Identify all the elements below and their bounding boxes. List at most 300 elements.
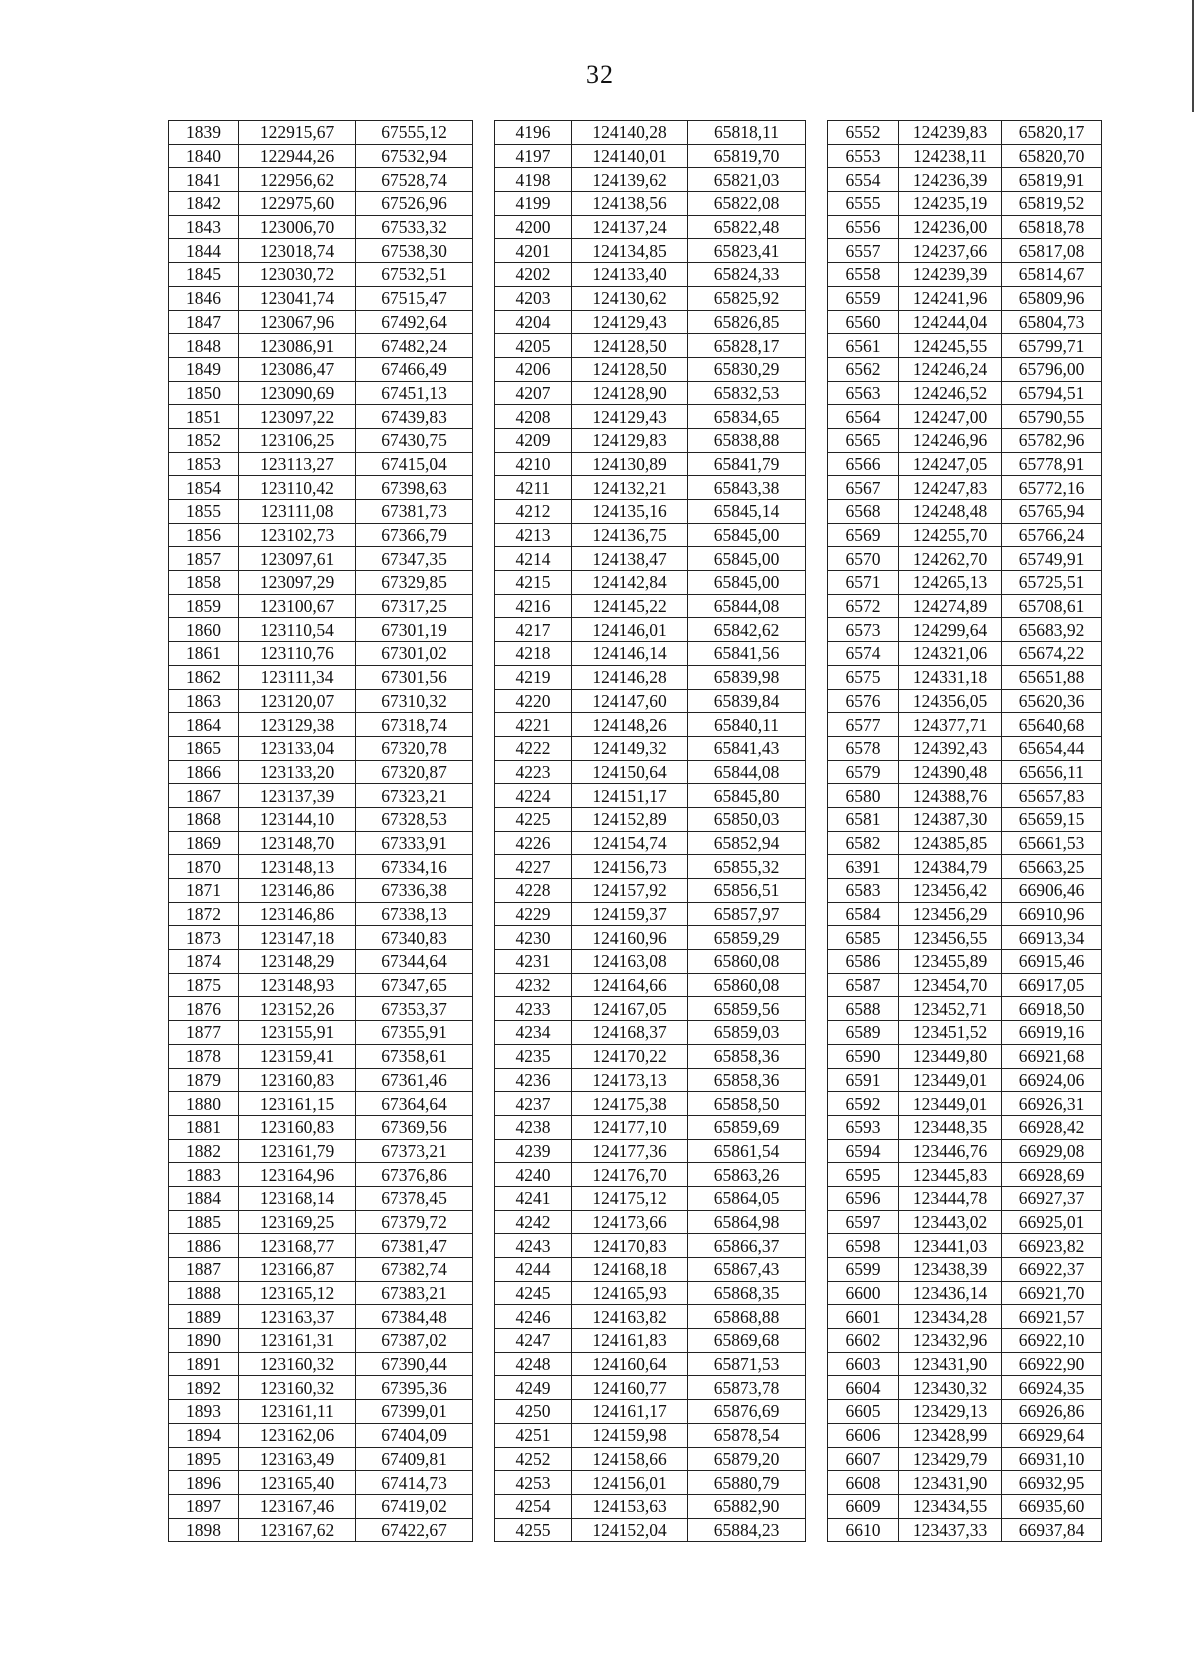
point-number-c-cell: 6567 [828, 476, 899, 500]
point-number-c-cell: 6575 [828, 665, 899, 689]
point-number-a-cell: 1881 [169, 1115, 239, 1139]
point-number-a-cell: 1862 [169, 665, 239, 689]
x-coordinate-b-cell: 124137,24 [572, 215, 688, 239]
point-number-c-cell: 6607 [828, 1447, 899, 1471]
x-coordinate-c-cell: 123436,14 [899, 1281, 1002, 1305]
y-coordinate-b-cell: 65880,79 [688, 1471, 806, 1495]
x-coordinate-c-cell: 123444,78 [899, 1186, 1002, 1210]
y-coordinate-a-cell: 67361,46 [356, 1068, 473, 1092]
point-number-c-cell: 6581 [828, 807, 899, 831]
point-number-c-cell: 6571 [828, 571, 899, 595]
table-row [169, 1352, 1102, 1376]
coordinates-table-body [169, 121, 1102, 1542]
y-coordinate-a-cell: 67383,21 [356, 1281, 473, 1305]
column-group-separator [806, 523, 828, 547]
point-number-b-cell: 4217 [495, 618, 572, 642]
column-group-separator [473, 784, 495, 808]
y-coordinate-a-cell: 67355,91 [356, 1021, 473, 1045]
point-number-c-cell: 6569 [828, 523, 899, 547]
y-coordinate-c-cell: 65782,96 [1002, 428, 1102, 452]
y-coordinate-c-cell: 66922,90 [1002, 1352, 1102, 1376]
column-group-separator [473, 263, 495, 287]
y-coordinate-c-cell: 65657,83 [1002, 784, 1102, 808]
y-coordinate-a-cell: 67318,74 [356, 713, 473, 737]
point-number-b-cell: 4249 [495, 1376, 572, 1400]
point-number-b-cell: 4232 [495, 973, 572, 997]
column-group-separator [473, 902, 495, 926]
x-coordinate-c-cell: 124238,11 [899, 144, 1002, 168]
column-group-separator [806, 1258, 828, 1282]
x-coordinate-c-cell: 123431,90 [899, 1352, 1002, 1376]
table-row [169, 452, 1102, 476]
x-coordinate-b-cell: 124160,77 [572, 1376, 688, 1400]
y-coordinate-a-cell: 67338,13 [356, 902, 473, 926]
point-number-b-cell: 4213 [495, 523, 572, 547]
column-group-separator [806, 452, 828, 476]
y-coordinate-c-cell: 66929,64 [1002, 1423, 1102, 1447]
y-coordinate-a-cell: 67419,02 [356, 1494, 473, 1518]
x-coordinate-a-cell: 123102,73 [239, 523, 356, 547]
x-coordinate-b-cell: 124145,22 [572, 594, 688, 618]
column-group-separator [806, 334, 828, 358]
column-group-separator [806, 1044, 828, 1068]
point-number-a-cell: 1874 [169, 950, 239, 974]
y-coordinate-b-cell: 65843,38 [688, 476, 806, 500]
point-number-b-cell: 4244 [495, 1258, 572, 1282]
point-number-c-cell: 6562 [828, 357, 899, 381]
point-number-b-cell: 4214 [495, 547, 572, 571]
column-group-separator [806, 713, 828, 737]
point-number-c-cell: 6609 [828, 1494, 899, 1518]
x-coordinate-b-cell: 124138,56 [572, 192, 688, 216]
y-coordinate-c-cell: 66925,01 [1002, 1210, 1102, 1234]
table-row [169, 926, 1102, 950]
table-row [169, 665, 1102, 689]
y-coordinate-a-cell: 67390,44 [356, 1352, 473, 1376]
y-coordinate-b-cell: 65858,36 [688, 1068, 806, 1092]
y-coordinate-a-cell: 67353,37 [356, 997, 473, 1021]
column-group-separator [473, 1447, 495, 1471]
x-coordinate-b-cell: 124161,17 [572, 1400, 688, 1424]
x-coordinate-b-cell: 124128,50 [572, 357, 688, 381]
column-group-separator [473, 1518, 495, 1542]
x-coordinate-c-cell: 124245,55 [899, 334, 1002, 358]
point-number-b-cell: 4233 [495, 997, 572, 1021]
column-group-separator [473, 1139, 495, 1163]
y-coordinate-b-cell: 65839,98 [688, 665, 806, 689]
y-coordinate-c-cell: 65659,15 [1002, 807, 1102, 831]
point-number-a-cell: 1891 [169, 1352, 239, 1376]
y-coordinate-a-cell: 67301,19 [356, 618, 473, 642]
point-number-a-cell: 1879 [169, 1068, 239, 1092]
column-group-separator [473, 1400, 495, 1424]
point-number-b-cell: 4234 [495, 1021, 572, 1045]
column-group-separator [806, 500, 828, 524]
column-group-separator [806, 239, 828, 263]
y-coordinate-b-cell: 65830,29 [688, 357, 806, 381]
y-coordinate-a-cell: 67430,75 [356, 428, 473, 452]
point-number-c-cell: 6566 [828, 452, 899, 476]
x-coordinate-b-cell: 124170,83 [572, 1234, 688, 1258]
y-coordinate-b-cell: 65866,37 [688, 1234, 806, 1258]
point-number-b-cell: 4224 [495, 784, 572, 808]
point-number-c-cell: 6565 [828, 428, 899, 452]
column-group-separator [806, 121, 828, 145]
x-coordinate-b-cell: 124134,85 [572, 239, 688, 263]
point-number-c-cell: 6570 [828, 547, 899, 571]
x-coordinate-c-cell: 124356,05 [899, 689, 1002, 713]
y-coordinate-c-cell: 65818,78 [1002, 215, 1102, 239]
point-number-c-cell: 6559 [828, 286, 899, 310]
y-coordinate-a-cell: 67399,01 [356, 1400, 473, 1424]
point-number-a-cell: 1898 [169, 1518, 239, 1542]
x-coordinate-c-cell: 124236,00 [899, 215, 1002, 239]
table-row [169, 642, 1102, 666]
x-coordinate-b-cell: 124129,43 [572, 405, 688, 429]
point-number-c-cell: 6558 [828, 263, 899, 287]
x-coordinate-c-cell: 124236,39 [899, 168, 1002, 192]
table-row [169, 1115, 1102, 1139]
point-number-b-cell: 4222 [495, 736, 572, 760]
point-number-c-cell: 6556 [828, 215, 899, 239]
column-group-separator [806, 571, 828, 595]
point-number-c-cell: 6587 [828, 973, 899, 997]
column-group-separator [473, 1305, 495, 1329]
y-coordinate-a-cell: 67492,64 [356, 310, 473, 334]
point-number-b-cell: 4208 [495, 405, 572, 429]
point-number-a-cell: 1848 [169, 334, 239, 358]
table-row [169, 144, 1102, 168]
point-number-a-cell: 1851 [169, 405, 239, 429]
x-coordinate-a-cell: 123137,39 [239, 784, 356, 808]
column-group-separator [473, 357, 495, 381]
column-group-separator [806, 1210, 828, 1234]
x-coordinate-b-cell: 124147,60 [572, 689, 688, 713]
x-coordinate-c-cell: 124388,76 [899, 784, 1002, 808]
column-group-separator [806, 665, 828, 689]
column-group-separator [806, 1163, 828, 1187]
column-group-separator [806, 1494, 828, 1518]
y-coordinate-a-cell: 67329,85 [356, 571, 473, 595]
point-number-b-cell: 4245 [495, 1281, 572, 1305]
point-number-c-cell: 6602 [828, 1329, 899, 1353]
point-number-b-cell: 4226 [495, 831, 572, 855]
point-number-a-cell: 1895 [169, 1447, 239, 1471]
y-coordinate-b-cell: 65822,48 [688, 215, 806, 239]
table-row [169, 973, 1102, 997]
column-group-separator [473, 1423, 495, 1447]
point-number-c-cell: 6576 [828, 689, 899, 713]
point-number-b-cell: 4197 [495, 144, 572, 168]
y-coordinate-a-cell: 67533,32 [356, 215, 473, 239]
column-group-separator [473, 1068, 495, 1092]
x-coordinate-c-cell: 124247,00 [899, 405, 1002, 429]
x-coordinate-a-cell: 123165,40 [239, 1471, 356, 1495]
y-coordinate-b-cell: 65859,56 [688, 997, 806, 1021]
point-number-a-cell: 1892 [169, 1376, 239, 1400]
table-row [169, 760, 1102, 784]
y-coordinate-b-cell: 65834,65 [688, 405, 806, 429]
table-row [169, 523, 1102, 547]
y-coordinate-b-cell: 65850,03 [688, 807, 806, 831]
point-number-b-cell: 4254 [495, 1494, 572, 1518]
x-coordinate-b-cell: 124159,98 [572, 1423, 688, 1447]
column-group-separator [473, 1352, 495, 1376]
y-coordinate-c-cell: 65820,17 [1002, 121, 1102, 145]
x-coordinate-c-cell: 123449,01 [899, 1068, 1002, 1092]
column-group-separator [806, 594, 828, 618]
column-group-separator [806, 760, 828, 784]
y-coordinate-c-cell: 66915,46 [1002, 950, 1102, 974]
y-coordinate-a-cell: 67398,63 [356, 476, 473, 500]
y-coordinate-c-cell: 65778,91 [1002, 452, 1102, 476]
y-coordinate-c-cell: 66922,37 [1002, 1258, 1102, 1282]
point-number-a-cell: 1896 [169, 1471, 239, 1495]
point-number-b-cell: 4202 [495, 263, 572, 287]
column-group-separator [806, 144, 828, 168]
point-number-b-cell: 4201 [495, 239, 572, 263]
table-row [169, 286, 1102, 310]
point-number-b-cell: 4196 [495, 121, 572, 145]
point-number-b-cell: 4236 [495, 1068, 572, 1092]
point-number-c-cell: 6588 [828, 997, 899, 1021]
y-coordinate-b-cell: 65821,03 [688, 168, 806, 192]
y-coordinate-b-cell: 65861,54 [688, 1139, 806, 1163]
point-number-b-cell: 4237 [495, 1092, 572, 1116]
x-coordinate-b-cell: 124135,16 [572, 500, 688, 524]
x-coordinate-b-cell: 124128,90 [572, 381, 688, 405]
column-group-separator [806, 1400, 828, 1424]
column-group-separator [806, 1092, 828, 1116]
point-number-a-cell: 1875 [169, 973, 239, 997]
x-coordinate-b-cell: 124148,26 [572, 713, 688, 737]
column-group-separator [806, 405, 828, 429]
y-coordinate-a-cell: 67515,47 [356, 286, 473, 310]
x-coordinate-c-cell: 124244,04 [899, 310, 1002, 334]
x-coordinate-c-cell: 124384,79 [899, 855, 1002, 879]
point-number-c-cell: 6599 [828, 1258, 899, 1282]
point-number-b-cell: 4238 [495, 1115, 572, 1139]
x-coordinate-b-cell: 124175,12 [572, 1186, 688, 1210]
x-coordinate-b-cell: 124168,18 [572, 1258, 688, 1282]
table-row [169, 1471, 1102, 1495]
point-number-a-cell: 1869 [169, 831, 239, 855]
table-row [169, 1494, 1102, 1518]
y-coordinate-a-cell: 67366,79 [356, 523, 473, 547]
point-number-a-cell: 1894 [169, 1423, 239, 1447]
y-coordinate-a-cell: 67310,32 [356, 689, 473, 713]
point-number-b-cell: 4203 [495, 286, 572, 310]
x-coordinate-b-cell: 124173,66 [572, 1210, 688, 1234]
column-group-separator [806, 689, 828, 713]
y-coordinate-c-cell: 65765,94 [1002, 500, 1102, 524]
column-group-separator [473, 642, 495, 666]
point-number-a-cell: 1863 [169, 689, 239, 713]
column-group-separator [806, 286, 828, 310]
point-number-b-cell: 4209 [495, 428, 572, 452]
point-number-a-cell: 1853 [169, 452, 239, 476]
point-number-c-cell: 6608 [828, 1471, 899, 1495]
x-coordinate-a-cell: 123110,54 [239, 618, 356, 642]
x-coordinate-b-cell: 124152,89 [572, 807, 688, 831]
column-group-separator [473, 523, 495, 547]
column-group-separator [473, 1044, 495, 1068]
x-coordinate-a-cell: 123106,25 [239, 428, 356, 452]
x-coordinate-c-cell: 123431,90 [899, 1471, 1002, 1495]
y-coordinate-a-cell: 67538,30 [356, 239, 473, 263]
x-coordinate-a-cell: 123163,37 [239, 1305, 356, 1329]
x-coordinate-b-cell: 124146,01 [572, 618, 688, 642]
page-edge-line [1192, 0, 1194, 112]
x-coordinate-a-cell: 123168,14 [239, 1186, 356, 1210]
table-row [169, 500, 1102, 524]
y-coordinate-c-cell: 66921,70 [1002, 1281, 1102, 1305]
x-coordinate-a-cell: 123110,76 [239, 642, 356, 666]
y-coordinate-b-cell: 65841,79 [688, 452, 806, 476]
y-coordinate-c-cell: 66926,86 [1002, 1400, 1102, 1424]
y-coordinate-b-cell: 65841,56 [688, 642, 806, 666]
column-group-separator [806, 1281, 828, 1305]
y-coordinate-c-cell: 65651,88 [1002, 665, 1102, 689]
y-coordinate-c-cell: 66931,10 [1002, 1447, 1102, 1471]
y-coordinate-c-cell: 65817,08 [1002, 239, 1102, 263]
y-coordinate-c-cell: 66928,69 [1002, 1163, 1102, 1187]
point-number-c-cell: 6603 [828, 1352, 899, 1376]
x-coordinate-a-cell: 123162,06 [239, 1423, 356, 1447]
x-coordinate-b-cell: 124165,93 [572, 1281, 688, 1305]
x-coordinate-c-cell: 124377,71 [899, 713, 1002, 737]
y-coordinate-a-cell: 67344,64 [356, 950, 473, 974]
x-coordinate-a-cell: 123168,77 [239, 1234, 356, 1258]
y-coordinate-a-cell: 67395,36 [356, 1376, 473, 1400]
table-row [169, 334, 1102, 358]
y-coordinate-a-cell: 67526,96 [356, 192, 473, 216]
point-number-a-cell: 1893 [169, 1400, 239, 1424]
coordinates-table [168, 120, 1102, 1542]
point-number-c-cell: 6594 [828, 1139, 899, 1163]
table-row [169, 571, 1102, 595]
x-coordinate-a-cell: 123111,08 [239, 500, 356, 524]
table-row [169, 1281, 1102, 1305]
x-coordinate-b-cell: 124160,64 [572, 1352, 688, 1376]
x-coordinate-c-cell: 124246,96 [899, 428, 1002, 452]
x-coordinate-b-cell: 124156,73 [572, 855, 688, 879]
point-number-a-cell: 1876 [169, 997, 239, 1021]
column-group-separator [473, 1115, 495, 1139]
x-coordinate-a-cell: 123152,26 [239, 997, 356, 1021]
column-group-separator [473, 1258, 495, 1282]
column-group-separator [473, 973, 495, 997]
x-coordinate-a-cell: 123146,86 [239, 879, 356, 903]
point-number-a-cell: 1861 [169, 642, 239, 666]
y-coordinate-c-cell: 66917,05 [1002, 973, 1102, 997]
y-coordinate-a-cell: 67466,49 [356, 357, 473, 381]
table-row [169, 168, 1102, 192]
x-coordinate-b-cell: 124175,38 [572, 1092, 688, 1116]
column-group-separator [473, 1234, 495, 1258]
x-coordinate-b-cell: 124160,96 [572, 926, 688, 950]
y-coordinate-a-cell: 67381,73 [356, 500, 473, 524]
table-row [169, 1329, 1102, 1353]
point-number-a-cell: 1864 [169, 713, 239, 737]
x-coordinate-a-cell: 123148,29 [239, 950, 356, 974]
point-number-b-cell: 4242 [495, 1210, 572, 1234]
y-coordinate-b-cell: 65878,54 [688, 1423, 806, 1447]
point-number-b-cell: 4211 [495, 476, 572, 500]
y-coordinate-a-cell: 67378,45 [356, 1186, 473, 1210]
y-coordinate-b-cell: 65864,05 [688, 1186, 806, 1210]
column-group-separator [806, 1115, 828, 1139]
point-number-c-cell: 6593 [828, 1115, 899, 1139]
y-coordinate-c-cell: 66923,82 [1002, 1234, 1102, 1258]
point-number-a-cell: 1859 [169, 594, 239, 618]
table-row [169, 807, 1102, 831]
y-coordinate-b-cell: 65859,29 [688, 926, 806, 950]
point-number-c-cell: 6554 [828, 168, 899, 192]
x-coordinate-a-cell: 123110,42 [239, 476, 356, 500]
column-group-separator [806, 381, 828, 405]
y-coordinate-c-cell: 66913,34 [1002, 926, 1102, 950]
column-group-separator [806, 902, 828, 926]
x-coordinate-a-cell: 123161,79 [239, 1139, 356, 1163]
y-coordinate-a-cell: 67317,25 [356, 594, 473, 618]
x-coordinate-b-cell: 124161,83 [572, 1329, 688, 1353]
x-coordinate-b-cell: 124153,63 [572, 1494, 688, 1518]
column-group-separator [806, 357, 828, 381]
column-group-separator [473, 1494, 495, 1518]
y-coordinate-a-cell: 67336,38 [356, 879, 473, 903]
y-coordinate-b-cell: 65882,90 [688, 1494, 806, 1518]
x-coordinate-a-cell: 123159,41 [239, 1044, 356, 1068]
point-number-c-cell: 6605 [828, 1400, 899, 1424]
x-coordinate-b-cell: 124140,28 [572, 121, 688, 145]
x-coordinate-a-cell: 123160,32 [239, 1352, 356, 1376]
y-coordinate-a-cell: 67376,86 [356, 1163, 473, 1187]
point-number-b-cell: 4206 [495, 357, 572, 381]
x-coordinate-c-cell: 123434,28 [899, 1305, 1002, 1329]
point-number-c-cell: 6578 [828, 736, 899, 760]
column-group-separator [473, 310, 495, 334]
point-number-b-cell: 4251 [495, 1423, 572, 1447]
point-number-b-cell: 4252 [495, 1447, 572, 1471]
column-group-separator [806, 784, 828, 808]
x-coordinate-c-cell: 124235,19 [899, 192, 1002, 216]
x-coordinate-c-cell: 123434,55 [899, 1494, 1002, 1518]
y-coordinate-c-cell: 65654,44 [1002, 736, 1102, 760]
point-number-a-cell: 1843 [169, 215, 239, 239]
x-coordinate-c-cell: 124387,30 [899, 807, 1002, 831]
point-number-b-cell: 4215 [495, 571, 572, 595]
y-coordinate-a-cell: 67369,56 [356, 1115, 473, 1139]
point-number-c-cell: 6600 [828, 1281, 899, 1305]
x-coordinate-a-cell: 123086,91 [239, 334, 356, 358]
y-coordinate-c-cell: 65725,51 [1002, 571, 1102, 595]
y-coordinate-b-cell: 65824,33 [688, 263, 806, 287]
y-coordinate-b-cell: 65832,53 [688, 381, 806, 405]
x-coordinate-b-cell: 124177,10 [572, 1115, 688, 1139]
point-number-c-cell: 6610 [828, 1518, 899, 1542]
page-number: 32 [586, 60, 614, 89]
table-row [169, 1234, 1102, 1258]
point-number-a-cell: 1877 [169, 1021, 239, 1045]
table-row [169, 736, 1102, 760]
point-number-a-cell: 1888 [169, 1281, 239, 1305]
x-coordinate-a-cell: 123164,96 [239, 1163, 356, 1187]
x-coordinate-a-cell: 123120,07 [239, 689, 356, 713]
x-coordinate-c-cell: 124255,70 [899, 523, 1002, 547]
x-coordinate-b-cell: 124152,04 [572, 1518, 688, 1542]
point-number-b-cell: 4225 [495, 807, 572, 831]
